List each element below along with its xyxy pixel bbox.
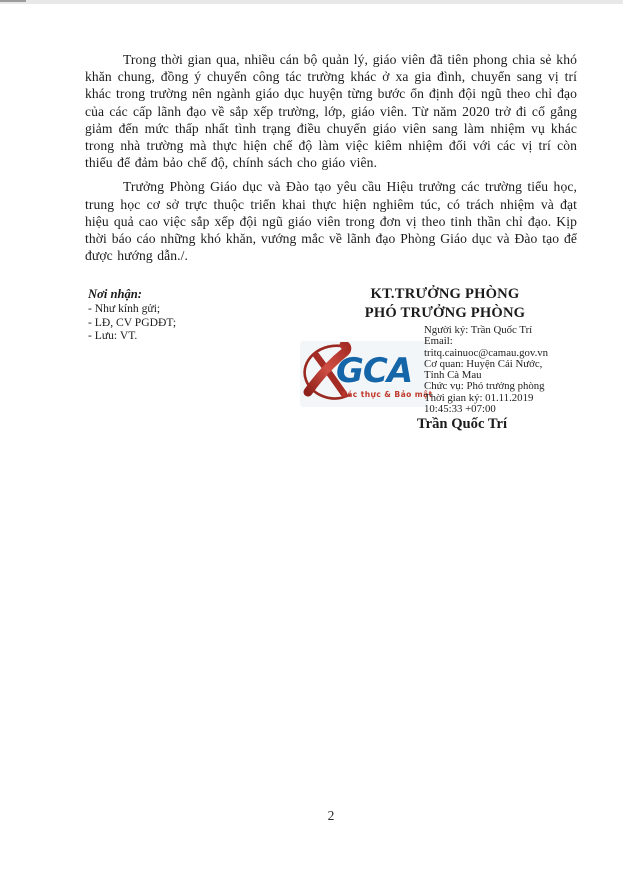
page-top-edge-corner [0, 0, 26, 2]
digital-signature-stamp [300, 341, 433, 407]
stamp-detail-line: Người ký: Trần Quốc Trí [424, 324, 533, 336]
page-top-edge [0, 0, 623, 4]
signature-certificate-details [424, 325, 592, 415]
stamp-detail-line: Thời gian ký: 01.11.2019 [424, 391, 534, 404]
recipient-item: - LĐ, CV PGDĐT; [88, 315, 177, 329]
recipients-label: Nơi nhận: [88, 287, 143, 301]
paragraph-1: Trong thời gian qua, nhiều cán bộ quản lý, giáo viên đã tiên phong chia sẻ khó khăn chung, đồng ý chuyển công tác trường khác ở xa gia đình, chuyển sang vị trí khác trong trường nên ngành giáo dục huyện từng bước ổn định đội ngũ theo chỉ đạo của các cấp lãnh đạo về sắp xếp trường, lớp, giáo viên. Từ năm 2020 trở đi cố gắng giảm đến mức thấp nhất tình trạng điều chuyển giáo viên sang làm nhiệm vụ khác trong nhà trường mà thực hiện chế độ làm việc kiêm nhiệm đối với các vị trí còn thiếu để đảm bảo chế độ, chính sách cho giáo viên. [85, 52, 577, 171]
stamp-detail-line: 10:45:33 +07:00 [424, 403, 496, 416]
signature-title-line2: PHÓ TRƯỞNG PHÒNG [364, 305, 526, 321]
signer-name: Trần Quốc Trí [417, 416, 507, 432]
stamp-detail-line: Cơ quan: Huyện Cái Nước, [424, 357, 543, 370]
stamp-detail-line: Tỉnh Cà Mau [424, 369, 482, 382]
signature-title-block [330, 285, 560, 323]
paragraph-2: Trưởng Phòng Giáo dục và Đào tạo yêu cầu Hiệu trưởng các trường tiểu học, trung học cơ sở trực thuộc triển khai thực hiện nghiêm túc, có trách nhiệm và đạt hiệu quả cao việc sắp xếp đội ngũ giáo viên trong đơn vị theo tinh thần chỉ đạo. Kịp thời báo cáo những khó khăn, vướng mắc về lãnh đạo Phòng Giáo dục và Đào tạo để được hướng dẫn./. [85, 179, 577, 264]
page-number: 2 [327, 808, 335, 823]
recipients-block [88, 288, 176, 343]
recipient-item: - Như kính gửi; [88, 302, 161, 316]
stamp-detail-line: Email: [424, 335, 453, 348]
stamp-detail-line: Chức vụ: Phó trưởng phòng [424, 380, 545, 393]
gca-tagline: Xác thực & Bảo mật [341, 390, 433, 399]
signature-title-line1: KT.TRƯỞNG PHÒNG [370, 286, 520, 302]
stamp-detail-line: tritq.cainuoc@camau.gov.vn [424, 346, 549, 359]
document-body [85, 51, 577, 264]
recipient-item: - Lưu: VT. [88, 329, 138, 343]
gca-logo-text: GCA [336, 351, 413, 391]
